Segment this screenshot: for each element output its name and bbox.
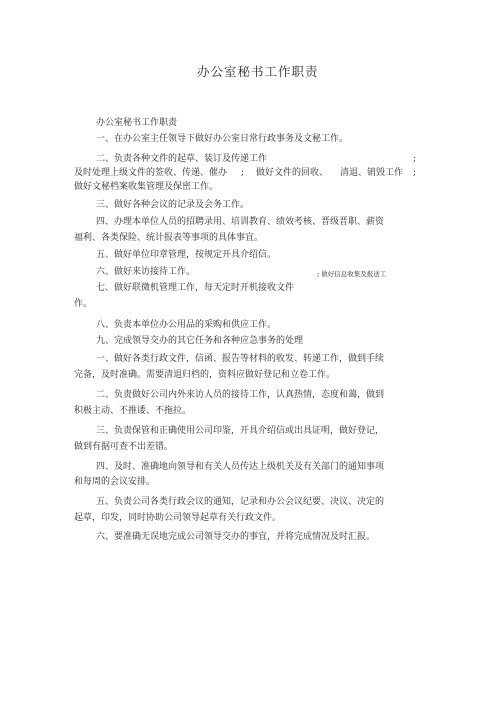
punctuation-mark: ; xyxy=(413,154,417,164)
duty-line: 起草，印发，同时协助公司领导起草有关行政文件。 xyxy=(74,513,282,523)
duty-line: 二、负责各种文件的起草、装订及传递工作 xyxy=(96,154,268,164)
duty-line: 三、负责保管和正确使用公司印鉴，开具介绍信或出具证明，做好登记， xyxy=(96,426,385,436)
duty-line: 完备，及时准确。需要清退归档的，资料应做好登记和立卷工作。 xyxy=(74,370,336,380)
duty-line: 三、做好各种会议的记录及会务工作。 xyxy=(96,200,250,210)
duty-line: 积极主动、不推诿、不拖拉。 xyxy=(74,406,192,416)
duty-line: 一、在办公室主任领导下做好办公室日常行政事务及文秘工作。 xyxy=(96,134,349,144)
duty-line: 六、做好来访接待工作。 xyxy=(96,267,196,277)
duty-line: 福利、各类保险、统计报表等事项的具体事宜。 xyxy=(74,233,264,243)
duty-line: 一、做好各类行政文件，信函、报告等材料的收发、转递工作，做到手续 xyxy=(96,354,385,364)
duty-line: 作。 xyxy=(74,299,93,309)
duty-line: 四、办理本单位人员的招聘录用、培训教育、绩效考核、晋级晋职、薪资 xyxy=(96,217,385,227)
punctuation-mark: ; xyxy=(413,168,417,178)
duty-line: 五、负责公司各类行政会议的通知，记录和办公会议纪要、决议、决定的 xyxy=(96,497,385,507)
duty-line: 九、完成领导交办的其它任务和各种应急事务的处理 xyxy=(96,336,304,346)
duty-line: 四、及时、准确地向领导和有关人员传达上级机关及有关部门的通知事项 xyxy=(96,462,385,472)
section-heading: 办公室秘书工作职责 xyxy=(96,118,178,128)
duty-line: 七、做好联微机管理工作，每天定时开机接收文件 xyxy=(96,283,295,293)
duty-line: 六、要准确无误地完成公司领导交办的事宜，并将完成情况及时汇报。 xyxy=(96,532,376,542)
duty-line: 和每周的会议安排。 xyxy=(74,477,156,487)
duty-note: ; 做好信息收集及报送工 xyxy=(317,270,387,278)
punctuation-mark: ; xyxy=(241,168,245,178)
document-title: 办公室秘书工作职责 xyxy=(197,64,319,79)
duty-line: 做好文件的回收、 xyxy=(256,168,329,178)
duty-line: 做好文秘档案收集管理及保密工作。 xyxy=(74,182,219,192)
duty-line: 二、负责做好公司内外来访人员的接待工作，认真热情，态度和蔼，做到 xyxy=(96,390,385,400)
duty-line: 做到有据可查不出差错。 xyxy=(74,442,174,452)
duty-line: 八、负责本单位办公用品的采购和供应工作。 xyxy=(96,320,277,330)
duty-line: 及时处理上级文件的签收、传递、催办 xyxy=(74,168,228,178)
duty-line: 清退、销毁工作 xyxy=(340,168,404,178)
duty-line: 五、做好单位印章管理，按规定开具介绍信。 xyxy=(96,250,277,260)
